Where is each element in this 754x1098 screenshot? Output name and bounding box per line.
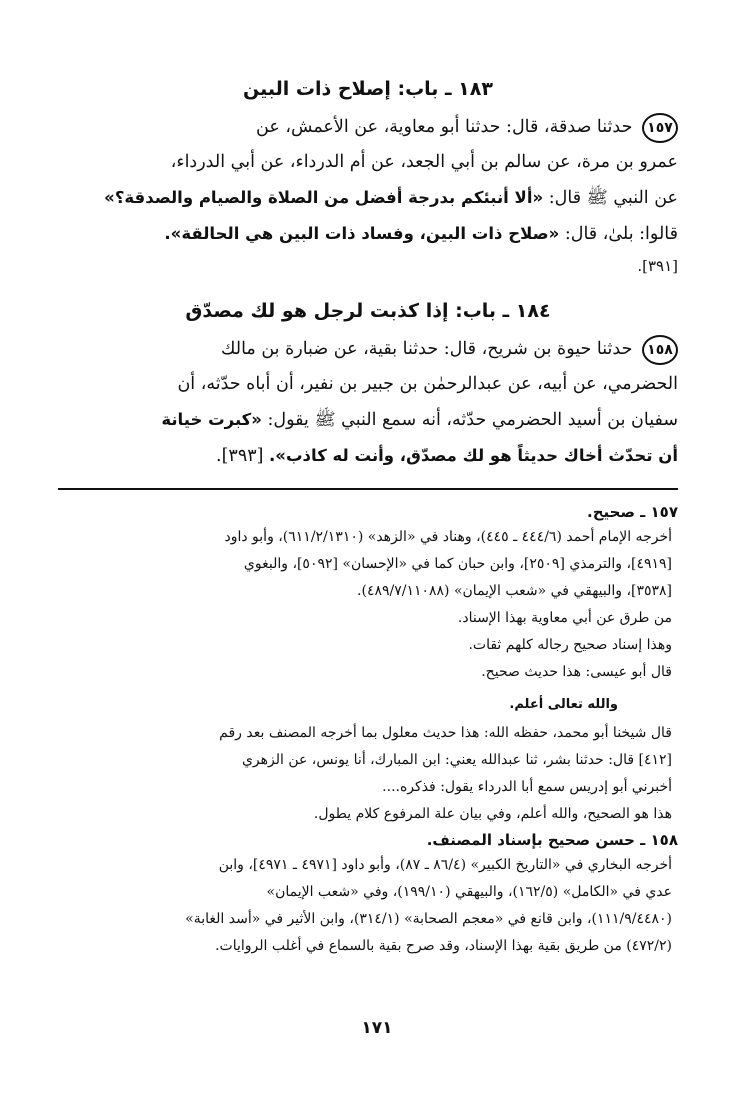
- footnote-157-extra-line: [٤١٢] قال: حدثنا بشر، ثنا عبدالله يعني: ابن المبارك، أنا يونس، عن الزهري: [241, 752, 672, 768]
- hadith-157-matn-1: «ألا أنبئكم بدرجة أفضل من الصلاة والصيام والصدقة؟»: [104, 188, 544, 207]
- page-body: [58, 72, 678, 960]
- hadith-157-line-2: عمرو بن مرة، عن سالم بن أبي الجعد، عن أم الدرداء، عن أبي الدرداء،: [170, 152, 678, 172]
- hadith-158-line-2: الحضرمي، عن أبيه، عن عبدالرحمٰن بن جبير بن نفير، أن أباه حدّثه، أن: [177, 374, 678, 394]
- hadith-158-line-4: أن تحدّث أخاك حديثاً هو لك مصدّق، وأنت له كاذب». [٣٩٣].: [216, 446, 678, 466]
- hadith-158-line-3: سفيان بن أسيد الحضرمي حدّثه، أنه سمع النبي ﷺ يقول: «كبرت خيانة: [161, 410, 678, 430]
- footnote-157-line: أخرجه الإمام أحمد (٤٤٤/٦ ـ ٤٤٥)، وهناد في «الزهد» (٦١١/٢/١٣١٠)، وأبو داود: [224, 529, 672, 545]
- footnote-divider: [58, 488, 678, 490]
- footnote-158-line: أخرجه البخاري في «التاريخ الكبير» (٨٦/٤ ـ ٨٧)، وأبو داود [٤٩٧١ ـ ٤٩٧١]، وابن: [218, 857, 672, 873]
- hadith-158-line-1: ١٥٨ حدثنا حيوة بن شريح، قال: حدثنا بقية، عن ضبارة بن مالك: [58, 332, 678, 367]
- footnote-157-line: وهذا إسناد صحيح رجاله كلهم ثقات.: [468, 637, 672, 653]
- page-number: ١٧١: [361, 1018, 393, 1038]
- footnote-157-line: قال أبو عيسى: هذا حديث صحيح.: [481, 664, 672, 680]
- hadith-157-matn-2: «صلاح ذات البين، وفساد ذات البين هي الحالقة».: [164, 224, 560, 243]
- hadith-157-line-4: قالوا: بلىٰ، قال: «صلاح ذات البين، وفساد ذات البين هي الحالقة».: [164, 224, 678, 244]
- footnote-158-line: عدي في «الكامل» (١٦٢/٥)، والبيهقي (١٩٩/١٠)، وفي «شعب الإيمان»: [266, 884, 672, 900]
- hadith-158-matn-2: أن تحدّث أخاك حديثاً هو لك مصدّق، وأنت له كاذب».: [269, 446, 678, 465]
- footnote-157-extra-line: أخبرني أبو إدريس سمع أبا الدرداء يقول: فذكره....: [382, 779, 672, 795]
- hadith-number-158: ١٥٨: [642, 335, 678, 365]
- footnote-157-extra-line: قال شيخنا أبو محمد، حفظه الله: هذا حديث معلول بما أخرجه المصنف بعد رقم: [219, 725, 672, 741]
- footnote-158-line: (١١١/٩/٤٤٨٠)، وابن قانع في «معجم الصحابة» (٣١٤/١)، وابن الأثير في «أسد الغابة»: [185, 911, 672, 927]
- footnote-157-line: من طرق عن أبي معاوية بهذا الإسناد.: [457, 610, 672, 626]
- footnote-157-wallahu-alam: والله تعالى أعلم.: [509, 697, 618, 712]
- hadith-number-157: ١٥٧: [642, 113, 678, 143]
- hadith-157-reference: [٣٩١].: [637, 257, 678, 275]
- footnote-157-heading: ١٥٧ ـ صحيح.: [587, 503, 678, 521]
- chapter-184-title: ١٨٤ ـ باب: إذا كذبت لرجل هو لك مصدّق: [185, 300, 551, 322]
- footnote-158-heading: ١٥٨ ـ حسن صحيح بإسناد المصنف.: [426, 831, 678, 849]
- footnote-157-extra-line: هذا هو الصحيح، والله أعلم، وفي بيان علة المرفوع كلام يطول.: [313, 806, 672, 822]
- footnote-158-line: (٤٧٢/٢) من طريق بقية بهذا الإسناد، وقد صرح بقية بالسماع في أغلب الروايات.: [215, 938, 672, 954]
- footnote-157-line: [٤٩١٩]، والترمذي [٢٥٠٩]، وابن حبان كما في «الإحسان» [٥٠٩٢]، والبغوي: [243, 556, 672, 572]
- hadith-157-line-1: ١٥٧ حدثنا صدقة، قال: حدثنا أبو معاوية، عن الأعمش، عن: [58, 110, 678, 145]
- hadith-157-line-3: عن النبي ﷺ قال: «ألا أنبئكم بدرجة أفضل من الصلاة والصيام والصدقة؟»: [104, 188, 678, 208]
- footnote-157-line: [٣٥٣٨]، والبيهقي في «شعب الإيمان» (٤٨٩/٧/١١٠٨٨).: [357, 583, 672, 599]
- chapter-183-title: ١٨٣ ـ باب: إصلاح ذات البين: [243, 78, 493, 100]
- hadith-158-matn-1: «كبرت خيانة: [161, 410, 262, 429]
